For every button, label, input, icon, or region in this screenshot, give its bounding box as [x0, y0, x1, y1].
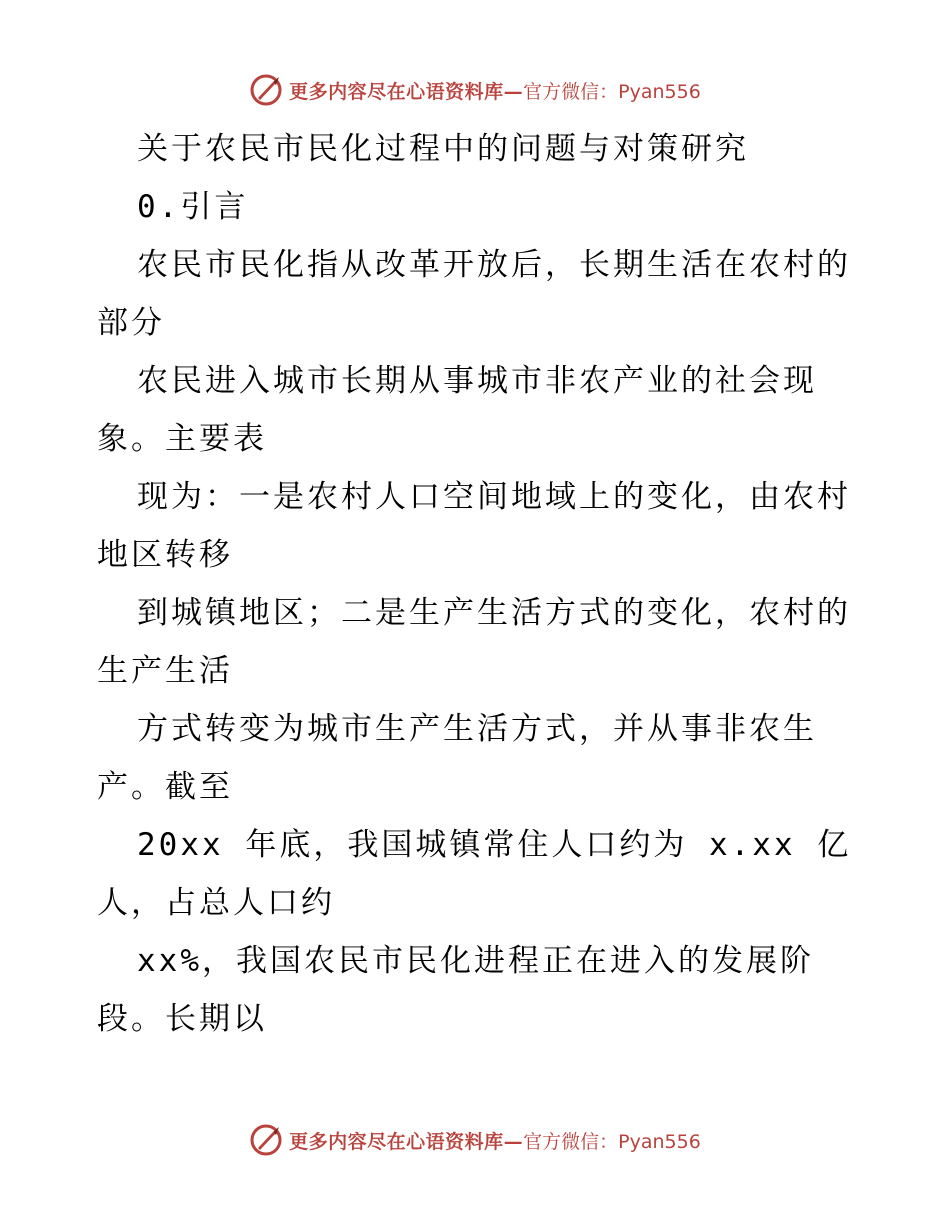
body-line: 象。主要表	[97, 421, 267, 457]
body-line: 现为：一是农村人口空间地域上的变化，由农村	[137, 479, 851, 515]
body-line: 到城镇地区；二是生产生活方式的变化，农村的	[137, 595, 851, 631]
quill-logo-icon	[249, 73, 283, 107]
body-line: 部分	[97, 305, 165, 341]
header-watermark-banner	[0, 70, 950, 110]
footer-watermark-text: 更多内容尽在心语资料库—	[289, 1130, 524, 1153]
document-body	[97, 120, 877, 1048]
body-line: 农民进入城市长期从事城市非农产业的社会现	[137, 363, 817, 399]
body-line: xx%，我国农民市民化进程正在进入的发展阶	[137, 943, 814, 979]
header-watermark-contact: 官方微信：Pyan556	[523, 80, 701, 103]
body-line: 农民市民化指从改革开放后，长期生活在农村的	[137, 247, 851, 283]
footer-watermark-banner	[0, 1120, 950, 1160]
footer-watermark-contact: 官方微信：Pyan556	[523, 1130, 701, 1153]
body-line: 地区转移	[97, 537, 233, 573]
body-line: 生产生活	[97, 653, 233, 689]
document-title: 关于农民市民化过程中的问题与对策研究	[137, 131, 749, 167]
body-line: 产。截至	[97, 769, 233, 805]
body-line: 段。长期以	[97, 1001, 267, 1037]
section-heading: 0.引言	[137, 189, 249, 225]
body-line: 人，占总人口约	[97, 885, 335, 921]
header-watermark-text: 更多内容尽在心语资料库—	[289, 80, 524, 103]
quill-logo-icon	[249, 1123, 283, 1157]
body-line: 方式转变为城市生产生活方式，并从事非农生	[137, 711, 817, 747]
body-line: 20xx 年底，我国城镇常住人口约为 x.xx 亿	[137, 827, 852, 863]
